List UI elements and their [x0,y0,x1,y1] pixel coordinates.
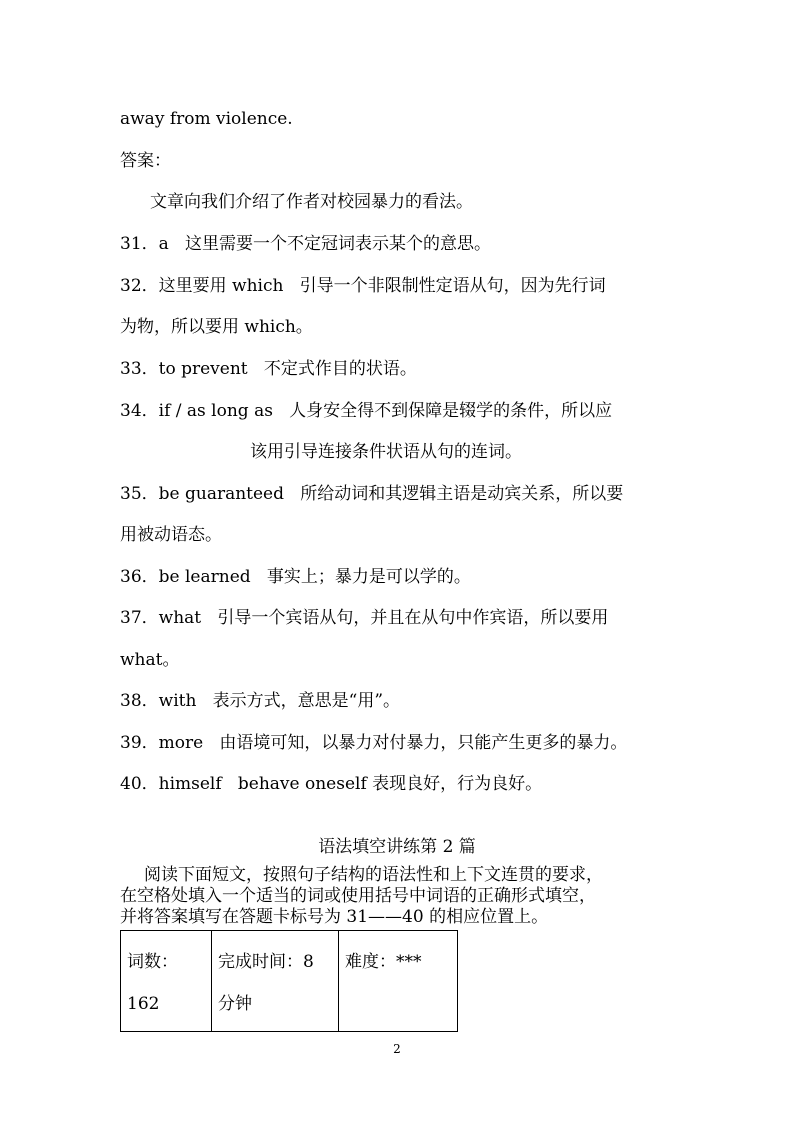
answer-31 [120,233,491,255]
answer-number: 35． [120,484,159,504]
answer-note: 表示方式，意思是“用”。 [212,691,401,711]
answer-number: 31． [120,234,159,254]
answer-note: 所给动词和其逻辑主语是动宾关系，所以要 [300,484,624,504]
answer-note: behave oneself 表现良好，行为良好。 [237,774,543,794]
answer-note: 引导一个非限制性定语从句，因为先行词 [299,276,606,296]
answer-word: if / as long as [158,401,273,421]
difficulty-label: 难度：*** [345,952,422,972]
answer-36 [120,566,471,588]
section-title: 语法填空讲练第 2 篇 [318,837,476,857]
info-table [120,930,458,1032]
instructions-line-3: 并将答案填写在答题卡标号为 31——40 的相应位置上。 [120,907,549,927]
answer-number: 38． [120,691,159,711]
answer-word: more [158,733,204,753]
time-cell [212,931,339,1032]
time-label: 完成时间：8 [218,952,314,972]
answer-word: be guaranteed [158,484,284,504]
answer-heading: 答案： [120,151,171,171]
answer-word: 这里要用 which [158,276,284,296]
answer-32-continued: 为物，所以要用 which。 [120,317,313,337]
answer-note: 这里需要一个不定冠词表示某个的意思。 [185,234,491,254]
answer-39 [120,732,627,754]
answer-number: 32． [120,276,159,296]
answer-word: with [158,691,197,711]
word-count-cell [121,931,212,1032]
answer-number: 39． [120,733,159,753]
answer-note: 人身安全得不到保障是辍学的条件，所以应 [289,401,613,421]
answer-number: 40． [120,774,159,794]
word-count-value: 162 [127,994,160,1014]
answer-word: a [158,234,169,254]
difficulty-cell [339,931,458,1032]
answer-number: 33． [120,359,159,379]
answer-note: 由语境可知，以暴力对付暴力，只能产生更多的暴力。 [219,733,628,753]
answer-34 [120,400,612,422]
answer-word: himself [158,774,222,794]
answer-word: to prevent [158,359,248,379]
answer-35-continued: 用被动语态。 [120,525,222,545]
answer-note: 不定式作目的状语。 [263,359,417,379]
instructions-line-1: 阅读下面短文，按照句子结构的语法性和上下文连贯的要求， [144,865,603,885]
info-table-row [121,931,458,1032]
answer-33 [120,358,417,380]
answer-number: 36． [120,567,159,587]
answer-note: 事实上；暴力是可以学的。 [266,567,471,587]
answer-note: 引导一个宾语从句，并且在从句中作宾语，所以要用 [217,608,609,628]
answer-word: what [158,608,202,628]
answer-34-continued: 该用引导连接条件状语从句的连词。 [250,442,522,462]
time-unit: 分钟 [218,994,252,1014]
page-number: 2 [393,1042,401,1056]
answer-35 [120,483,623,505]
answer-37-continued: what。 [120,650,180,670]
word-count-label: 词数： [127,952,178,972]
answer-number: 37． [120,608,159,628]
answer-38 [120,690,400,712]
instructions-line-2: 在空格处填入一个适当的词或使用括号中词语的正确形式填空， [120,886,596,906]
continuation-text: away from violence. [120,109,293,129]
answer-number: 34． [120,401,159,421]
answer-intro: 文章向我们介绍了作者对校园暴力的看法。 [150,192,473,212]
answer-32 [120,275,606,297]
answer-37 [120,607,608,629]
answer-word: be learned [158,567,251,587]
answer-40 [120,773,542,795]
